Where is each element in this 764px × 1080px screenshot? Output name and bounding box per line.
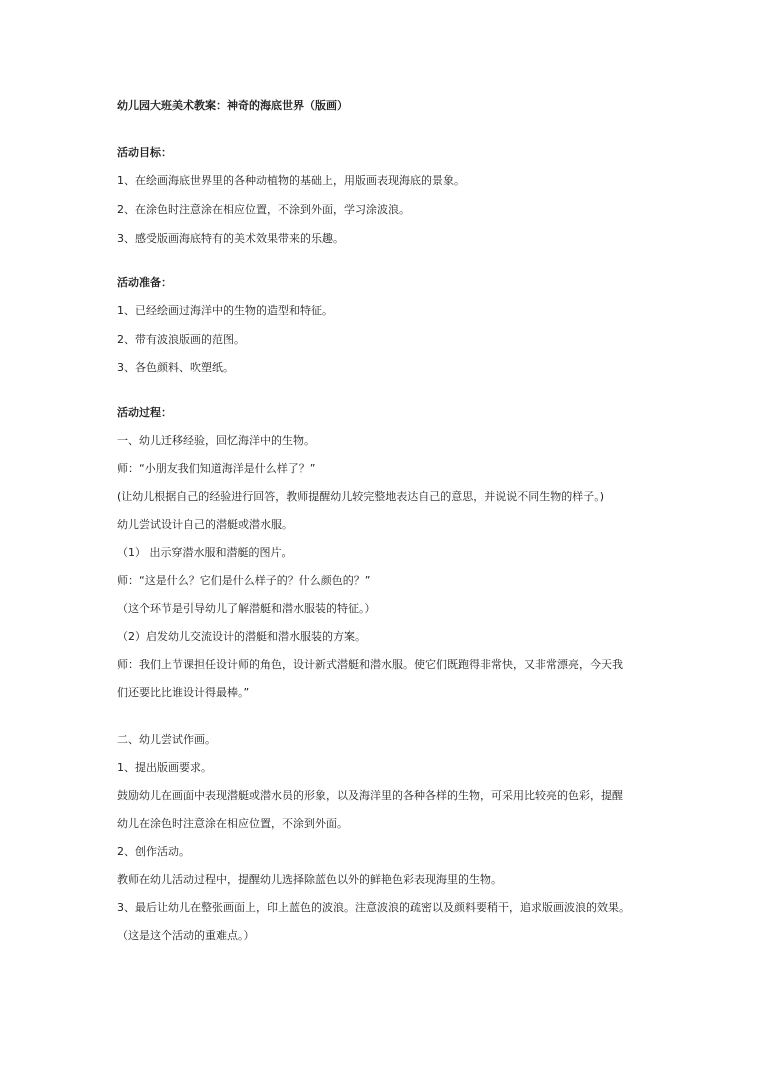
process-line: 二、幼儿尝试作画。 xyxy=(117,733,216,746)
document-title: 幼儿园大班美术教案：神奇的海底世界（版画） xyxy=(117,99,348,112)
process-heading: 活动过程： xyxy=(117,406,172,419)
process-line: （1） 出示穿潜水服和潜艇的图片。 xyxy=(117,546,293,559)
process-line: 一、幼儿迁移经验，回忆海洋中的生物。 xyxy=(117,434,315,447)
preparation-heading: 活动准备： xyxy=(117,276,172,289)
preparation-item: 3、各色颜料、吹塑纸。 xyxy=(117,361,234,374)
preparation-item: 2、带有波浪版画的范图。 xyxy=(117,333,245,346)
process-line: 2、创作活动。 xyxy=(117,845,190,858)
preparation-item: 1、已经绘画过海洋中的生物的造型和特征。 xyxy=(117,304,333,317)
process-line: （这是这个活动的重难点。） xyxy=(117,929,255,942)
process-line: 师：“这是什么？它们是什么样子的？什么颜色的？” xyxy=(117,574,371,587)
objective-item: 1、在绘画海底世界里的各种动植物的基础上，用版画表现海底的景象。 xyxy=(117,174,465,187)
process-line: (让幼儿根据自己的经验进行回答，教师提醒幼儿较完整地表达自己的意思，并说说不同生物的样子。) xyxy=(117,490,605,503)
objectives-heading: 活动目标： xyxy=(117,146,172,159)
process-line: 幼儿尝试设计自己的潜艇或潜水服。 xyxy=(117,518,293,531)
objective-item: 3、感受版画海底特有的美术效果带来的乐趣。 xyxy=(117,232,344,245)
process-line: 教师在幼儿活动过程中，提醒幼儿选择除蓝色以外的鲜艳色彩表现海里的生物。 xyxy=(117,873,502,886)
process-line: 鼓励幼儿在画面中表现潜艇或潜水员的形象，以及海洋里的各种各样的生物，可采用比较亮的色彩，提醒 xyxy=(117,789,623,802)
objective-item: 2、在涂色时注意涂在相应位置，不涂到外面，学习涂波浪。 xyxy=(117,203,410,216)
process-line: 师：我们上节课担任设计师的角色，设计新式潜艇和潜水服。使它们既跑得非常快，又非常漂亮，今天我 xyxy=(117,658,623,671)
process-line: 1、提出版画要求。 xyxy=(117,761,212,774)
process-line: （这个环节是引导幼儿了解潜艇和潜水服装的特征。） xyxy=(117,602,376,615)
process-line: 师：“小朋友我们知道海洋是什么样了？” xyxy=(117,462,316,475)
process-line: 3、最后让幼儿在整张画面上，印上蓝色的波浪。注意波浪的疏密以及颜料要稍干，追求版画波浪的效果。 xyxy=(117,901,630,914)
process-line: 们还要比比谁设计得最棒。” xyxy=(117,686,250,699)
process-line: （2）启发幼儿交流设计的潜艇和潜水服装的方案。 xyxy=(117,630,366,643)
process-line: 幼儿在涂色时注意涂在相应位置，不涂到外面。 xyxy=(117,817,348,830)
